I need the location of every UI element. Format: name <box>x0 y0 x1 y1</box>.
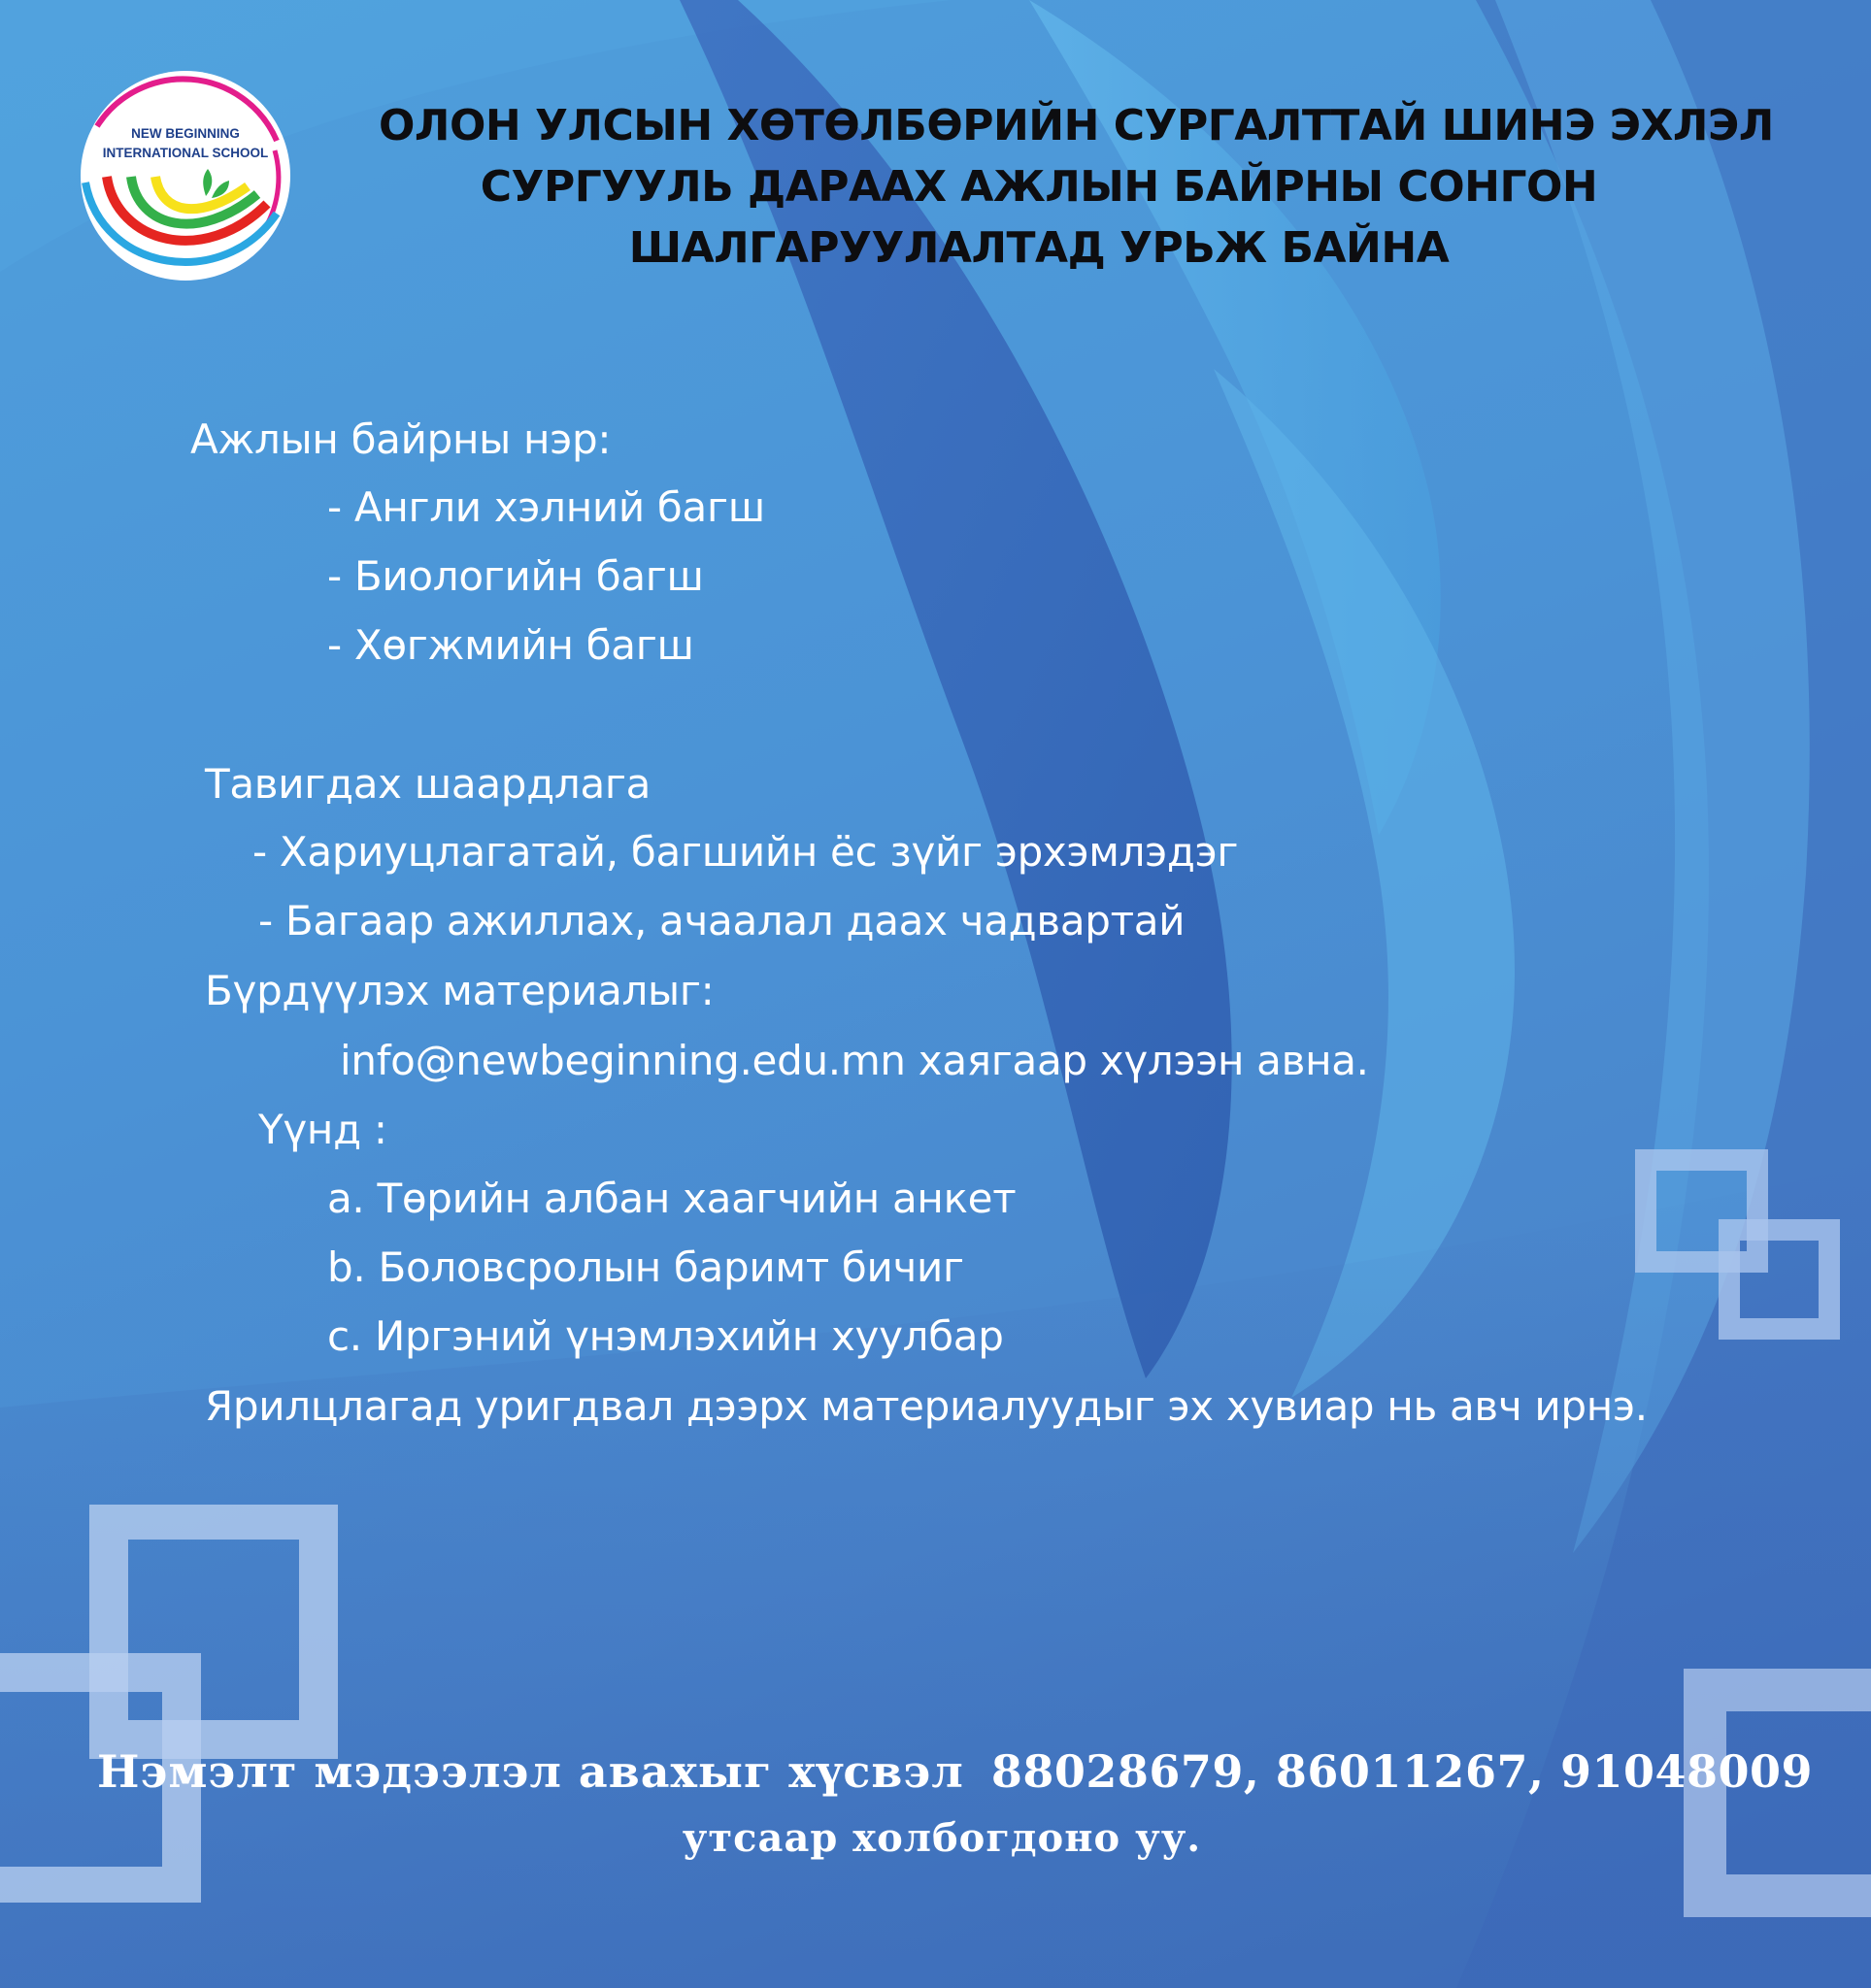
headline-line-1: ОЛОН УЛСЫН ХӨТӨЛБӨРИЙН СУРГАЛТТАЙ ШИНЭ ЭХЛЭЛ <box>379 101 1774 150</box>
decorative-squares-right <box>1631 1145 1845 1359</box>
material-item: c. Иргэний үнэмлэхийн хуулбар <box>327 1312 1004 1360</box>
contact-line-1 <box>97 1742 1814 1801</box>
requirement-item: - Багаар ажиллах, ачаалал даах чадвартай <box>258 897 1186 944</box>
headline-line-3: ШАЛГАРУУЛАЛТАД УРЬЖ БАЙНА <box>628 223 1450 273</box>
email-line: info@newbeginning.edu.mn хаягаар хүлээн авна. <box>340 1037 1369 1084</box>
materials-subheading: Үүнд : <box>258 1106 387 1153</box>
material-item: a. Төрийн албан хаагчийн анкет <box>327 1175 1017 1222</box>
materials-heading: Бүрдүүлэх материалыг: <box>205 967 715 1014</box>
positions-heading: Ажлын байрны нэр: <box>190 415 612 463</box>
school-logo <box>78 68 293 283</box>
material-item: b. Боловсролын баримт бичиг <box>327 1243 964 1291</box>
position-item: - Англи хэлний багш <box>327 483 765 531</box>
requirement-item: - Хариуцлагатай, багшийн ёс зүйг эрхэмлэдэг <box>252 828 1239 876</box>
contact-text: Нэмэлт мэдээлэл авахыг хүсвэл <box>97 1745 964 1798</box>
logo-line-2: INTERNATIONAL SCHOOL <box>102 146 269 160</box>
interview-note: Ярилцлагад уригдвал дээрх материалуудыг эх хувиар нь авч ирнэ. <box>205 1382 1648 1430</box>
position-item: - Биологийн багш <box>327 552 704 600</box>
headline <box>379 95 1774 279</box>
position-item: - Хөгжмийн багш <box>327 621 694 669</box>
logo-line-1: NEW BEGINNING <box>131 126 240 141</box>
contact-line-2: утсаар холбогдоно уу. <box>682 1815 1202 1861</box>
logo-emblem-icon <box>78 68 293 283</box>
phone-numbers: 88028679, 86011267, 91048009 <box>990 1745 1814 1798</box>
headline-line-2: СУРГУУЛЬ ДАРААХ АЖЛЫН БАЙРНЫ СОНГОН <box>480 162 1598 212</box>
requirements-heading: Тавигдах шаардлага <box>205 760 652 808</box>
